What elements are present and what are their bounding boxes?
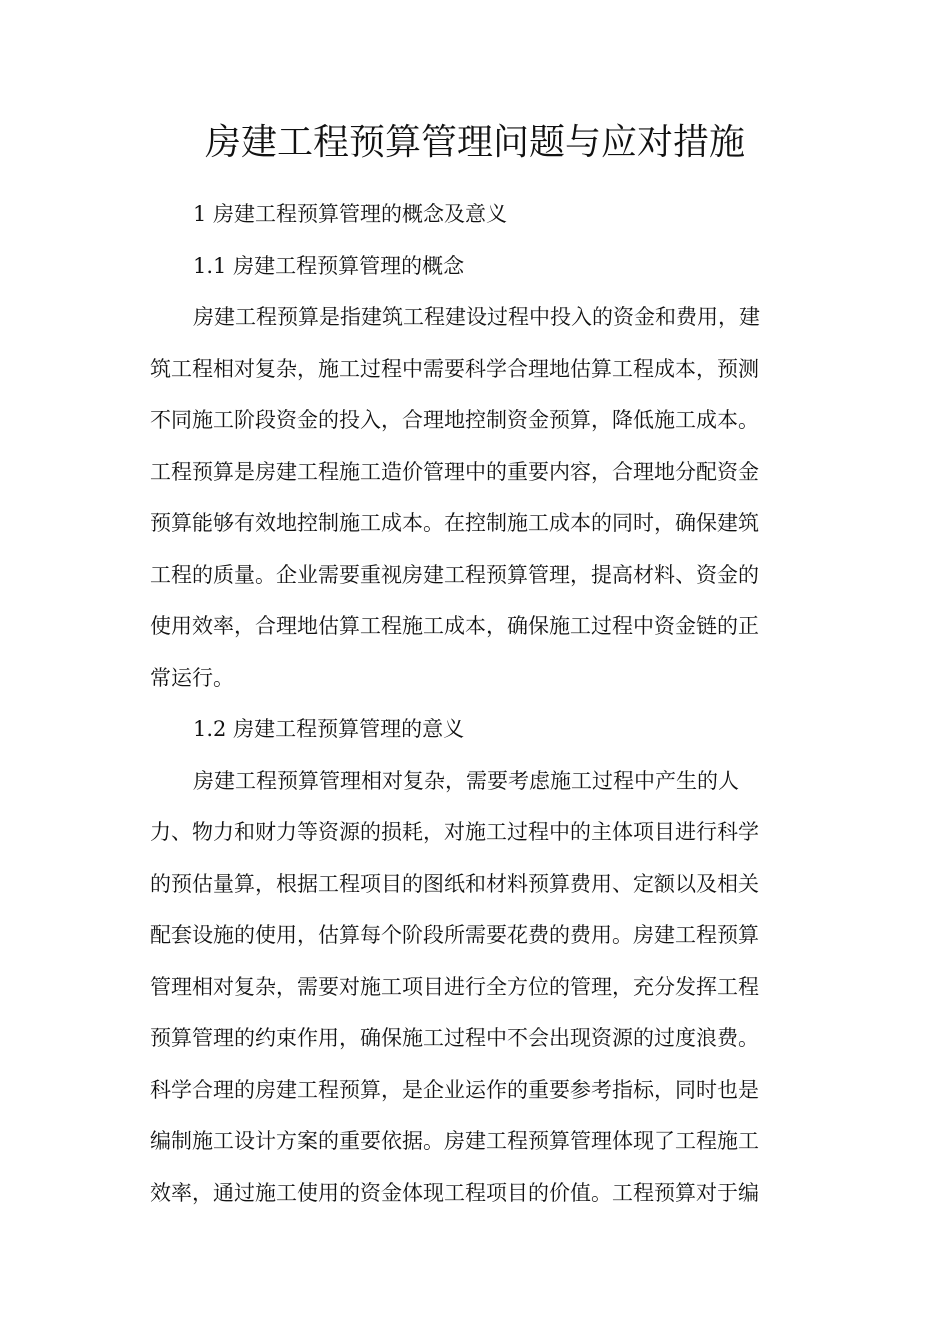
paragraph-2-line: 力、物力和财力等资源的损耗，对施工过程中的主体项目进行科学: [150, 820, 759, 844]
paragraph-1-line: 工程预算是房建工程施工造价管理中的重要内容，合理地分配资金: [150, 460, 759, 484]
subsection-heading-1-1: 1.1 房建工程预算管理的概念: [193, 254, 465, 278]
document-title: 房建工程预算管理问题与应对措施: [204, 122, 745, 163]
subsection-heading-1-2: 1.2 房建工程预算管理的意义: [193, 717, 465, 741]
section-heading-1: 1 房建工程预算管理的概念及意义: [193, 202, 508, 226]
paragraph-2-line: 管理相对复杂，需要对施工项目进行全方位的管理，充分发挥工程: [150, 975, 759, 999]
paragraph-2-line: 配套设施的使用，估算每个阶段所需要花费的费用。房建工程预算: [150, 923, 759, 947]
paragraph-2-line: 房建工程预算管理相对复杂，需要考虑施工过程中产生的人: [193, 769, 739, 793]
paragraph-1-line: 工程的质量。企业需要重视房建工程预算管理，提高材料、资金的: [150, 563, 759, 587]
paragraph-1-line: 筑工程相对复杂，施工过程中需要科学合理地估算工程成本，预测: [150, 357, 759, 381]
paragraph-2-line: 科学合理的房建工程预算，是企业运作的重要参考指标，同时也是: [150, 1078, 759, 1102]
paragraph-1-line: 常运行。: [150, 666, 234, 690]
paragraph-1-line: 使用效率，合理地估算工程施工成本，确保施工过程中资金链的正: [150, 614, 759, 638]
paragraph-1-line: 房建工程预算是指建筑工程建设过程中投入的资金和费用，建: [193, 305, 760, 329]
paragraph-2-line: 的预估量算，根据工程项目的图纸和材料预算费用、定额以及相关: [150, 872, 759, 896]
paragraph-2-line: 效率，通过施工使用的资金体现工程项目的价值。工程预算对于编: [150, 1181, 759, 1205]
paragraph-1-line: 不同施工阶段资金的投入，合理地控制资金预算，降低施工成本。: [150, 408, 759, 432]
paragraph-2-line: 预算管理的约束作用，确保施工过程中不会出现资源的过度浪费。: [150, 1026, 759, 1050]
paragraph-1-line: 预算能够有效地控制施工成本。在控制施工成本的同时，确保建筑: [150, 511, 759, 535]
paragraph-2-line: 编制施工设计方案的重要依据。房建工程预算管理体现了工程施工: [150, 1129, 759, 1153]
